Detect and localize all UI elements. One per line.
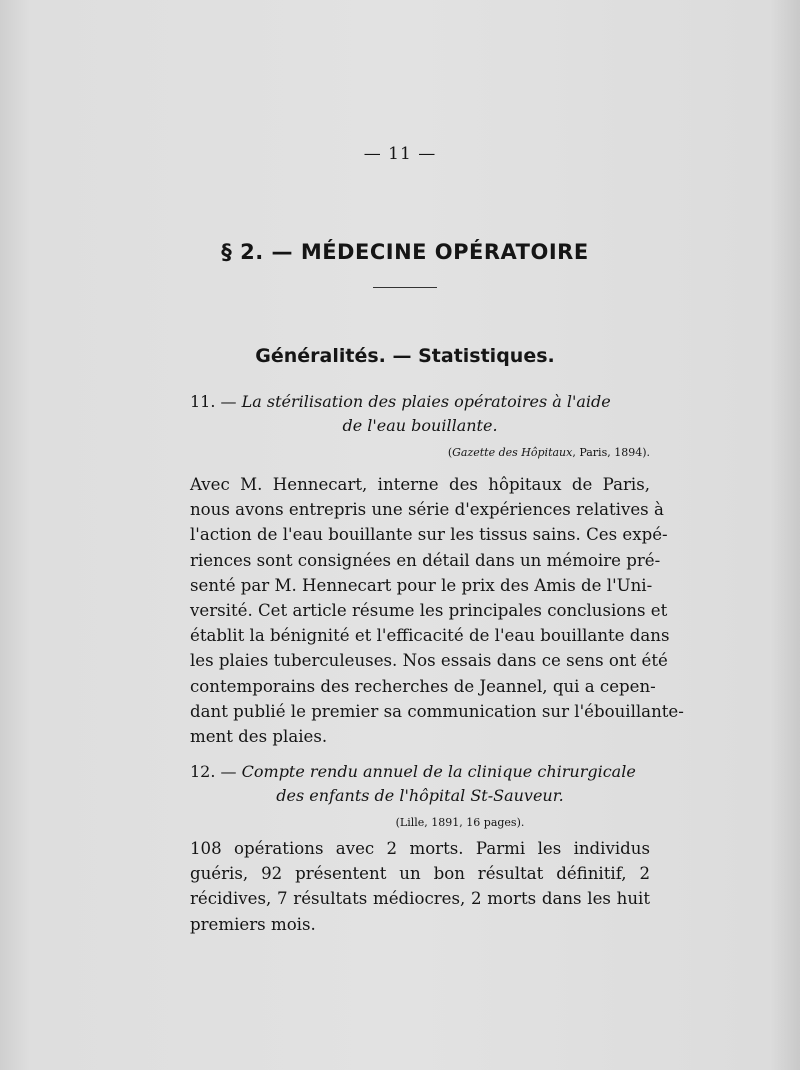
paragraph-line: premiers mois. xyxy=(190,914,316,934)
source-journal: Gazette des Hôpitaux xyxy=(452,446,573,459)
entry-number: 11. xyxy=(190,392,216,411)
entry-title-line1: Compte rendu annuel de la clinique chirurgicale xyxy=(241,762,636,781)
paragraph-line: ment des plaies. xyxy=(190,727,328,747)
paragraph-line: les plaies tuberculeuses. Nos essais dans ce sens ont été xyxy=(190,651,668,671)
section-title: § 2. — MÉDECINE OPÉRATOIRE xyxy=(221,240,589,264)
paragraph-line: 108 opérations avec 2 morts. Parmi les individus xyxy=(190,839,650,858)
paragraph-line: dant publié le premier sa communication sur l'ébouillante- xyxy=(190,701,684,721)
entry-11-source xyxy=(190,446,650,459)
paragraph-line: récidives, 7 résultats médiocres, 2 morts dans les huit xyxy=(190,889,650,909)
entry-12-source: (Lille, 1891, 16 pages). xyxy=(395,816,525,829)
paragraph-line: établit la bénignité et l'efficacité de l'eau bouillante dans xyxy=(190,626,670,646)
entry-11-heading xyxy=(190,390,650,438)
paragraph-line: versité. Cet article résume les principales conclusions et xyxy=(190,601,668,621)
entry-dash: — xyxy=(220,392,237,411)
entry-number: 12. xyxy=(190,762,216,781)
entry-title-line1: La stérilisation des plaies opératoires à l'aide xyxy=(241,392,611,411)
entry-12-heading xyxy=(190,760,650,808)
divider-rule xyxy=(373,287,437,288)
paragraph-line: nous avons entrepris une série d'expériences relatives à xyxy=(190,500,664,520)
paragraph-line: guéris, 92 présentent un bon résultat définitif, 2 xyxy=(190,864,650,884)
paragraph-line: contemporains des recherches de Jeannel, qui a cepen- xyxy=(190,676,656,696)
paragraph-line: Avec M. Hennecart, interne des hôpitaux de Paris, xyxy=(190,475,650,494)
entry-11-paragraph xyxy=(190,472,684,749)
paragraph-line: senté par M. Hennecart pour le prix des Amis de l'Uni- xyxy=(190,575,653,595)
source-open: ( xyxy=(447,446,453,459)
page-number: — 11 — xyxy=(363,144,437,164)
entry-12-paragraph xyxy=(190,836,650,937)
paragraph-line: l'action de l'eau bouillante sur les tissus sains. Ces expé- xyxy=(190,525,668,545)
entry-title-line2: des enfants de l'hôpital St-Sauveur. xyxy=(276,786,564,805)
entry-title-line2: de l'eau bouillante. xyxy=(342,416,498,435)
paragraph-line: riences sont consignées en détail dans un mémoire pré- xyxy=(190,550,661,570)
entry-dash: — xyxy=(220,762,237,781)
source-rest: , Paris, 1894). xyxy=(572,446,650,459)
subsection-title: Généralités. — Statistiques. xyxy=(255,345,555,367)
